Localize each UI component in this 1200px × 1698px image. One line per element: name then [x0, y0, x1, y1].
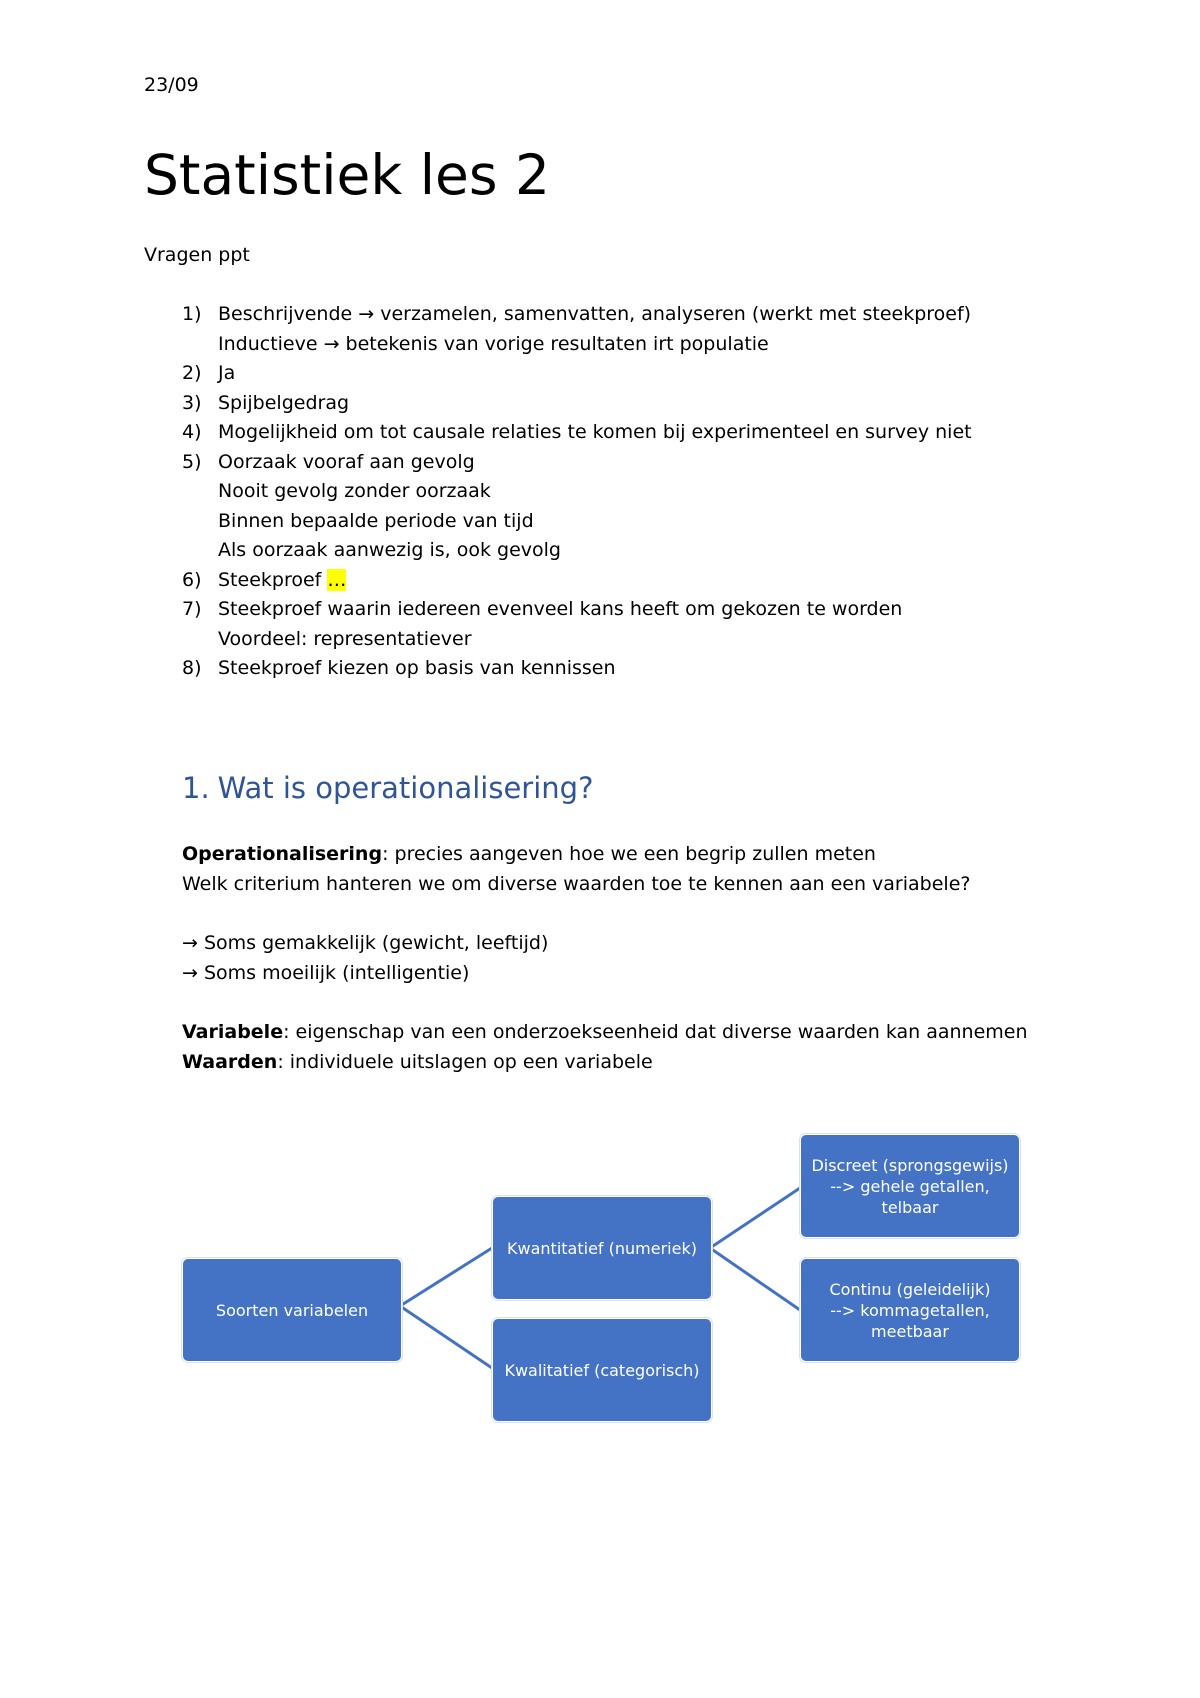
variabele-text: : eigenschap van een onderzoekseenheid dat diverse waarden kan aannemen: [283, 1021, 1028, 1043]
question-answer-text: Mogelijkheid om tot causale relaties te komen bij experimenteel en survey niet: [218, 421, 972, 443]
question-answer-text: Inductieve → betekenis van vorige resultaten irt populatie: [218, 332, 769, 355]
operationalisering-block: [182, 840, 1102, 899]
connector-root-quant: [400, 1248, 492, 1306]
subtitle: Vragen ppt: [144, 244, 250, 266]
node-continu: [800, 1258, 1020, 1362]
definitions-block: [182, 1018, 1102, 1077]
question-answer-line: [218, 389, 349, 419]
question-item: [182, 448, 1082, 566]
question-number: 7): [182, 598, 202, 620]
section-number: 1.: [182, 771, 210, 805]
question-answer-text: Beschrijvende → verzamelen, samenvatten, analyseren (werkt met steekproef): [218, 303, 972, 325]
question-answer-line: [218, 330, 971, 360]
question-answer-text: Steekproef: [218, 568, 322, 591]
node-discreet: [800, 1134, 1020, 1238]
question-answer: [218, 448, 561, 566]
date-label: 23/09: [144, 74, 199, 96]
node-soorten-variabelen: [182, 1258, 402, 1362]
question-answer-text: Als oorzaak aanwezig is, ook gevolg: [218, 539, 561, 561]
question-answer-text: Nooit gevolg zonder oorzaak: [218, 480, 491, 502]
question-number: 2): [182, 362, 202, 384]
question-answer-line: [218, 300, 971, 330]
section-title: Wat is operationalisering?: [217, 771, 594, 805]
question-answer: [218, 654, 616, 684]
page-title: Statistiek les 2: [144, 143, 550, 207]
easy-text: → Soms gemakkelijk (gewicht, leeftijd): [182, 932, 549, 954]
question-answer-line: [218, 654, 616, 684]
node-root-label: Soorten variabelen: [215, 1300, 369, 1320]
question-answer-line: [218, 418, 972, 448]
question-answer-line: [218, 625, 902, 655]
connector-quant-continu: [710, 1248, 800, 1310]
question-answer-line: [218, 507, 561, 537]
waarden-definition: [182, 1048, 1102, 1078]
question-answer-text: Steekproef waarin iedereen evenveel kans heeft om gekozen te worden: [218, 598, 903, 620]
question-number: 5): [182, 450, 202, 473]
question-answer-line: [218, 359, 235, 389]
operationalisering-term: Operationalisering: [182, 843, 383, 865]
question-number: 4): [182, 421, 202, 443]
question-number: 1): [182, 303, 202, 325]
question-list: [182, 300, 1082, 684]
variabele-definition: [182, 1018, 1102, 1048]
question-answer-text: Steekproef kiezen op basis van kennissen: [218, 657, 616, 679]
question-item: [182, 389, 1082, 419]
node-discreet-sub: --> gehele getallen, telbaar: [830, 1176, 990, 1217]
node-quant-label: Kwantitatief (numeriek): [507, 1238, 697, 1258]
question-item: [182, 595, 1082, 654]
criterium-text: Welk criterium hanteren we om diverse waarden toe te kennen aan een variabele?: [182, 872, 971, 895]
operationalisering-definition: [182, 840, 1102, 870]
node-discreet-title: Discreet (sprongsgewijs): [811, 1155, 1009, 1175]
question-item: [182, 418, 1082, 448]
node-continu-sub: --> kommagetallen, meetbaar: [830, 1300, 990, 1341]
section-heading: [182, 768, 593, 808]
question-answer-line: [218, 536, 561, 566]
question-item: [182, 300, 1082, 359]
question-answer-text: Binnen bepaalde periode van tijd: [218, 509, 534, 532]
question-answer: [218, 389, 349, 419]
hard-text: → Soms moeilijk (intelligentie): [182, 961, 470, 984]
question-answer: [218, 300, 971, 359]
question-answer-line: [218, 477, 561, 507]
question-number: 3): [182, 391, 202, 414]
question-item: [182, 654, 1082, 684]
question-answer-text: Ja: [218, 362, 236, 384]
operationalisering-text: : precies aangeven hoe we een begrip zullen meten: [382, 843, 876, 865]
connector-quant-discreet: [710, 1188, 800, 1248]
question-item: [182, 566, 1082, 596]
node-kwantitatief: [492, 1196, 712, 1300]
question-answer-line: [218, 595, 902, 625]
node-continu-title: Continu (geleidelijk): [829, 1279, 991, 1299]
question-answer: [218, 566, 346, 596]
question-answer-line: [218, 448, 561, 478]
node-qual-label: Kwalitatief (categorisch): [504, 1360, 700, 1380]
waarden-term: Waarden: [182, 1050, 278, 1073]
question-answer-text: Spijbelgedrag: [218, 391, 350, 414]
question-answer-text: Voordeel: representatiever: [218, 627, 472, 650]
question-number: 6): [182, 568, 202, 591]
difficulty-block: [182, 929, 1102, 988]
highlighted-ellipsis: …: [327, 568, 347, 591]
variabele-term: Variabele: [182, 1021, 284, 1043]
question-number: 8): [182, 657, 202, 679]
question-answer-text: Oorzaak vooraf aan gevolg: [218, 450, 475, 473]
question-answer: [218, 418, 972, 448]
question-item: [182, 359, 1082, 389]
connector-root-qual: [400, 1306, 492, 1368]
question-answer: [218, 359, 235, 389]
question-answer-line: [218, 566, 346, 596]
waarden-text: : individuele uitslagen op een variabele: [277, 1050, 653, 1073]
question-answer: [218, 595, 902, 654]
node-kwalitatief: [492, 1318, 712, 1422]
